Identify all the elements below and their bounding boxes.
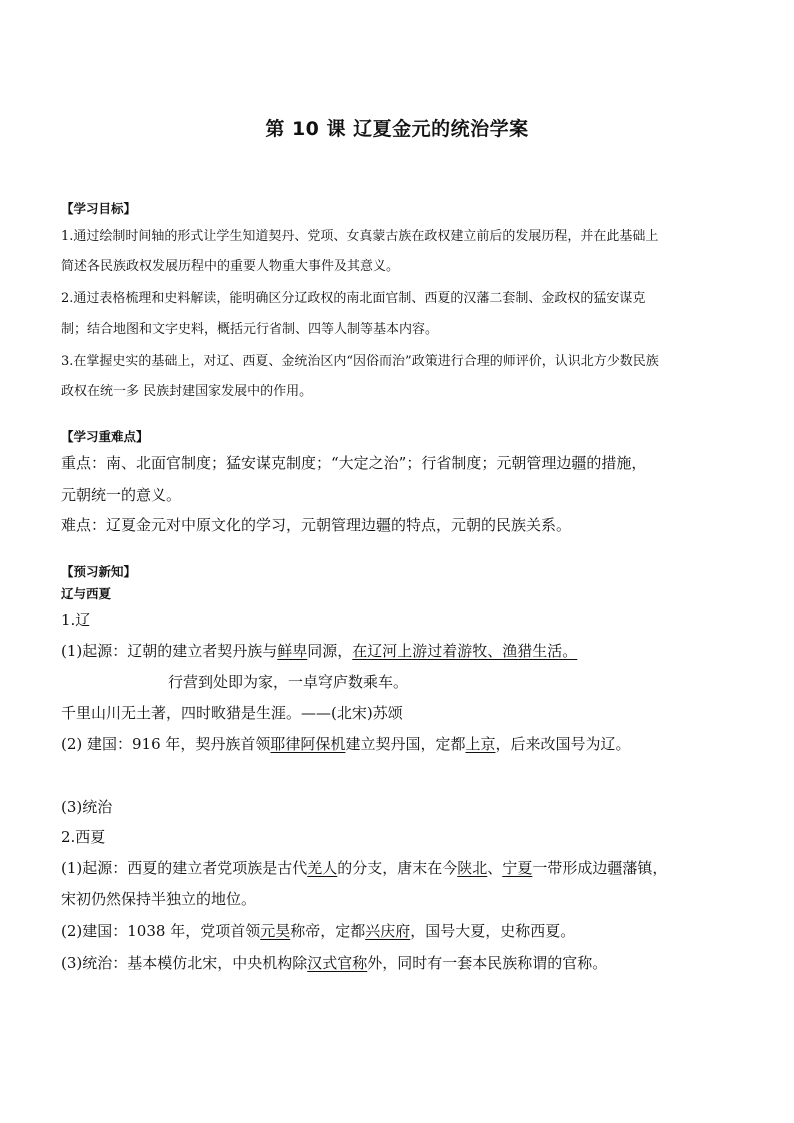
keypoint-line-1: 重点：南、北面官制度；猛安谋克制度；“大定之治”；行省制度；元朝管理边疆的措施， [61,454,647,472]
poem-line-2: 千里山川无土著，四时畋猎是生涯。——(北宋)苏颂 [61,704,403,722]
page-title: 第 10 课 辽夏金元的统治学案 [265,118,529,140]
keypoints-heading: 【学习重难点】 [61,429,149,444]
xixia-origin-line-1: (1)起源：西夏的建立者党项族是古代羌人的分支，唐末在今陕北、宁夏一带形成边疆藩镇， [61,859,668,877]
objective-3-line-2: 政权在统一多 民族封建国家发展中的作用。 [61,384,313,399]
objectives-heading: 【学习目标】 [61,201,137,216]
section-heading: 辽与西夏 [61,586,112,601]
objective-2-line-1: 2.通过表格梳理和史料解读，能明确区分辽政权的南北面官制、西夏的汉藩二套制、金政权的猛安谋克 [61,291,646,306]
objective-2-line-2: 制；结合地图和文字史料，概括元行省制、四等人制等基本内容。 [61,322,439,337]
keypoint-line-3: 难点：辽夏金元对中原文化的学习，元朝管理边疆的特点，元朝的民族关系。 [61,516,572,534]
poem-line-1: 行营到处即为家，一卓穹庐数乘车。 [168,673,409,691]
xixia-heading: 2.西夏 [61,828,106,846]
objective-1-line-1: 1.通过绘制时间轴的形式让学生知道契丹、党项、女真蒙古族在政权建立前后的发展历程，并在此基础上 [61,229,659,244]
objective-3-line-1: 3.在掌握史实的基础上，对辽、西夏、金统治区内“因俗而治”政策进行合理的师评价，认识北方少数民族 [61,354,659,369]
xixia-rule: (3)统治：基本模仿北宋，中央机构除汉式官称外，同时有一套本民族称谓的官称。 [61,954,608,972]
preview-heading: 【预习新知】 [61,564,137,579]
keypoint-line-2: 元朝统一的意义。 [61,486,182,504]
xixia-origin-line-2: 宋初仍然保持半独立的地位。 [61,890,257,908]
liao-heading: 1.辽 [61,611,91,629]
objective-1-line-2: 简述各民族政权发展历程中的重要人物重大事件及其意义。 [61,259,400,274]
liao-rule: (3)统治 [61,798,113,816]
liao-origin: (1)起源：辽朝的建立者契丹族与鲜卑同源，在辽河上游过着游牧、渔猎生活。 [61,642,578,660]
liao-founding: (2) 建国：916 年，契丹族首领耶律阿保机建立契丹国，定都上京，后来改国号为辽。 [61,735,631,753]
xixia-founding: (2)建国：1038 年，党项首领元昊称帝，定都兴庆府，国号大夏，史称西夏。 [61,922,576,940]
